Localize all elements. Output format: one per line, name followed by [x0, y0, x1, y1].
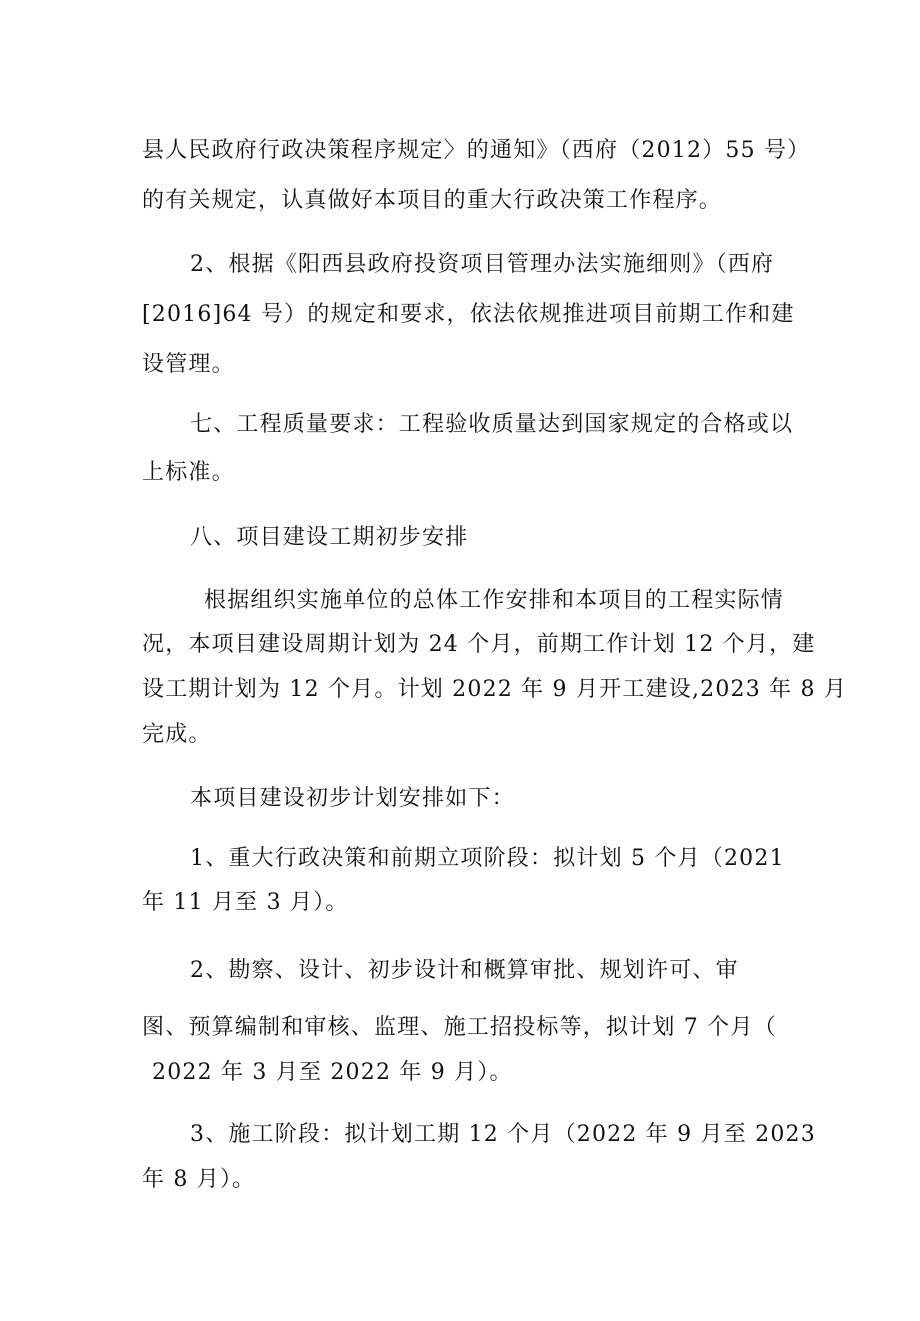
text-line: 根据组织实施单位的总体工作安排和本项目的工程实际情 [204, 588, 785, 613]
text-line: 本项目建设初步计划安排如下： [190, 786, 515, 811]
text-line: 3、施工阶段：拟计划工期 12 个月（2022 年 9 月至 2023 [190, 1122, 816, 1147]
section-heading: 八、项目建设工期初步安排 [190, 525, 469, 550]
text-line: 况，本项目建设周期计划为 24 个月，前期工作计划 12 个月，建 [142, 632, 816, 657]
text-line: 的有关规定，认真做好本项目的重大行政决策工作程序。 [142, 188, 723, 213]
text-line: 完成。 [142, 722, 212, 747]
text-line: 1、重大行政决策和前期立项阶段：拟计划 5 个月（2021 [190, 846, 785, 871]
text-line: 图、预算编制和审核、监理、施工招投标等，拟计划 7 个月（ [142, 1015, 777, 1040]
text-line: 2、根据《阳西县政府投资项目管理办法实施细则》（西府 [190, 252, 775, 277]
text-line: 年 11 月至 3 月）。 [142, 890, 349, 915]
text-line: 年 8 月）。 [142, 1167, 256, 1192]
text-line: 2、勘察、设计、初步设计和概算审批、规划许可、审 [190, 958, 739, 983]
text-line: [2016]64 号）的规定和要求，依法依规推进项目前期工作和建 [142, 302, 795, 327]
text-line: 设管理。 [142, 352, 235, 377]
text-line: 2022 年 3 月至 2022 年 9 月）。 [152, 1060, 513, 1085]
text-line: 七、工程质量要求：工程验收质量达到国家规定的合格或以 [190, 412, 794, 437]
text-line: 上标准。 [142, 460, 235, 485]
text-line: 县人民政府行政决策程序规定〉的通知》（西府（2012）55 号） [142, 138, 811, 163]
text-line: 设工期计划为 12 个月。计划 2022 年 9 月开工建设,2023 年 8 月 [142, 677, 848, 702]
